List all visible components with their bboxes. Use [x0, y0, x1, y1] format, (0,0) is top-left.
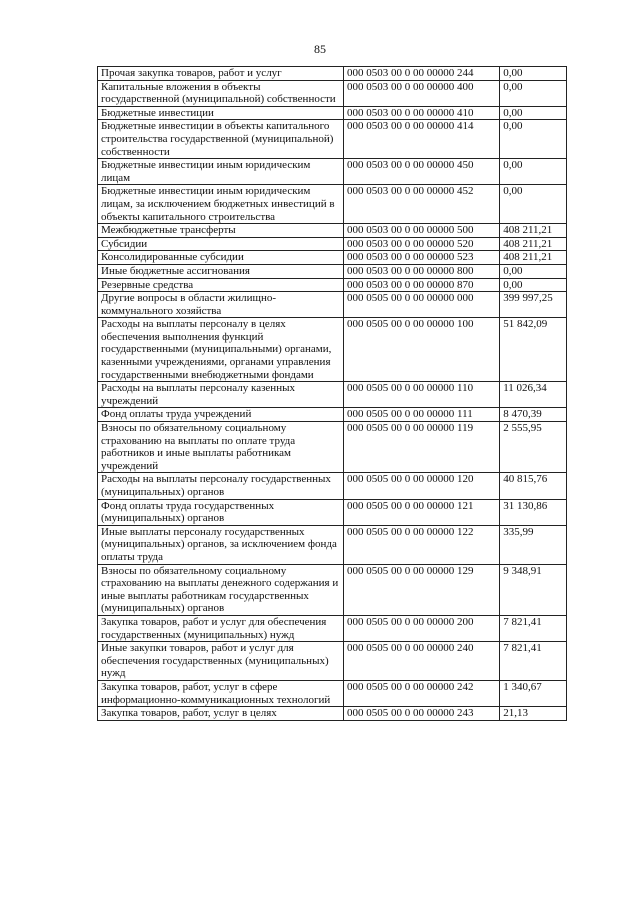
budget-code-cell: 000 0505 00 0 00 00000 122 [344, 525, 500, 564]
budget-code-cell: 000 0505 00 0 00 00000 121 [344, 499, 500, 525]
budget-code-cell: 000 0503 00 0 00 00000 410 [344, 106, 500, 120]
table-row [98, 408, 567, 422]
budget-code-cell: 000 0505 00 0 00 00000 200 [344, 615, 500, 641]
amount-cell: 0,00 [500, 67, 567, 81]
table-row [98, 67, 567, 81]
amount-cell: 408 211,21 [500, 237, 567, 251]
expense-name-cell: Бюджетные инвестиции иным юридическим лицам, за исключением бюджетных инвестиций в объекты капитального строительства [98, 185, 344, 224]
table-row [98, 642, 567, 681]
amount-cell: 0,00 [500, 278, 567, 292]
table-row [98, 615, 567, 641]
expense-name-cell: Иные закупки товаров, работ и услуг для обеспечения государственных (муниципальных) нужд [98, 642, 344, 681]
amount-cell: 0,00 [500, 185, 567, 224]
expense-name-cell: Расходы на выплаты персоналу в целях обеспечения выполнения функций государственными (муниципальными) органами, казенными учреждениями, органами управления государственными внебюджетными фондами [98, 318, 344, 382]
table-row [98, 382, 567, 408]
expense-name-cell: Резервные средства [98, 278, 344, 292]
budget-code-cell: 000 0505 00 0 00 00000 100 [344, 318, 500, 382]
amount-cell: 2 555,95 [500, 422, 567, 473]
amount-cell: 335,99 [500, 525, 567, 564]
amount-cell: 9 348,91 [500, 564, 567, 615]
amount-cell: 408 211,21 [500, 251, 567, 265]
amount-cell: 8 470,39 [500, 408, 567, 422]
table-row [98, 292, 567, 318]
table-row [98, 237, 567, 251]
expense-name-cell: Закупка товаров, работ, услуг в целях [98, 707, 344, 721]
expense-name-cell: Закупка товаров, работ, услуг в сфере информационно-коммуникационных технологий [98, 680, 344, 706]
table-row [98, 106, 567, 120]
expense-name-cell: Другие вопросы в области жилищно-коммунального хозяйства [98, 292, 344, 318]
expense-name-cell: Межбюджетные трансферты [98, 224, 344, 238]
expense-name-cell: Фонд оплаты труда учреждений [98, 408, 344, 422]
amount-cell: 51 842,09 [500, 318, 567, 382]
expense-name-cell: Фонд оплаты труда государственных (муниципальных) органов [98, 499, 344, 525]
table-row [98, 473, 567, 499]
budget-code-cell: 000 0505 00 0 00 00000 110 [344, 382, 500, 408]
budget-code-cell: 000 0503 00 0 00 00000 400 [344, 80, 500, 106]
table-row [98, 499, 567, 525]
budget-code-cell: 000 0503 00 0 00 00000 452 [344, 185, 500, 224]
amount-cell: 0,00 [500, 264, 567, 278]
budget-code-cell: 000 0505 00 0 00 00000 120 [344, 473, 500, 499]
table-row [98, 120, 567, 159]
table-row [98, 264, 567, 278]
expense-name-cell: Бюджетные инвестиции иным юридическим лицам [98, 159, 344, 185]
amount-cell: 40 815,76 [500, 473, 567, 499]
amount-cell: 0,00 [500, 159, 567, 185]
table-row [98, 278, 567, 292]
amount-cell: 31 130,86 [500, 499, 567, 525]
amount-cell: 408 211,21 [500, 224, 567, 238]
expense-name-cell: Закупка товаров, работ и услуг для обеспечения государственных (муниципальных) нужд [98, 615, 344, 641]
budget-code-cell: 000 0505 00 0 00 00000 000 [344, 292, 500, 318]
table-row [98, 422, 567, 473]
amount-cell: 0,00 [500, 106, 567, 120]
budget-code-cell: 000 0503 00 0 00 00000 870 [344, 278, 500, 292]
expense-name-cell: Иные выплаты персоналу государственных (муниципальных) органов, за исключением фонда оплаты труда [98, 525, 344, 564]
table-row [98, 318, 567, 382]
budget-code-cell: 000 0503 00 0 00 00000 450 [344, 159, 500, 185]
budget-code-cell: 000 0505 00 0 00 00000 242 [344, 680, 500, 706]
expense-name-cell: Субсидии [98, 237, 344, 251]
expense-name-cell: Бюджетные инвестиции [98, 106, 344, 120]
budget-code-cell: 000 0503 00 0 00 00000 414 [344, 120, 500, 159]
budget-code-cell: 000 0503 00 0 00 00000 800 [344, 264, 500, 278]
budget-code-cell: 000 0503 00 0 00 00000 520 [344, 237, 500, 251]
amount-cell: 11 026,34 [500, 382, 567, 408]
budget-code-cell: 000 0503 00 0 00 00000 500 [344, 224, 500, 238]
budget-code-cell: 000 0505 00 0 00 00000 240 [344, 642, 500, 681]
expense-name-cell: Взносы по обязательному социальному страхованию на выплаты по оплате труда работников и иные выплаты работникам учреждений [98, 422, 344, 473]
expense-name-cell: Расходы на выплаты персоналу государственных (муниципальных) органов [98, 473, 344, 499]
budget-code-cell: 000 0503 00 0 00 00000 523 [344, 251, 500, 265]
amount-cell: 7 821,41 [500, 615, 567, 641]
table-row [98, 525, 567, 564]
amount-cell: 399 997,25 [500, 292, 567, 318]
expense-name-cell: Бюджетные инвестиции в объекты капитального строительства государственной (муниципальной) собственности [98, 120, 344, 159]
budget-code-cell: 000 0505 00 0 00 00000 111 [344, 408, 500, 422]
budget-code-cell: 000 0505 00 0 00 00000 243 [344, 707, 500, 721]
budget-table [97, 66, 567, 721]
amount-cell: 1 340,67 [500, 680, 567, 706]
expense-name-cell: Прочая закупка товаров, работ и услуг [98, 67, 344, 81]
amount-cell: 0,00 [500, 120, 567, 159]
expense-name-cell: Расходы на выплаты персоналу казенных учреждений [98, 382, 344, 408]
budget-table-body [98, 67, 567, 721]
expense-name-cell: Консолидированные субсидии [98, 251, 344, 265]
budget-code-cell: 000 0505 00 0 00 00000 129 [344, 564, 500, 615]
amount-cell: 0,00 [500, 80, 567, 106]
amount-cell: 21,13 [500, 707, 567, 721]
table-row [98, 707, 567, 721]
table-row [98, 185, 567, 224]
table-row [98, 251, 567, 265]
table-row [98, 680, 567, 706]
table-row [98, 80, 567, 106]
table-row [98, 159, 567, 185]
amount-cell: 7 821,41 [500, 642, 567, 681]
expense-name-cell: Капитальные вложения в объекты государственной (муниципальной) собственности [98, 80, 344, 106]
budget-code-cell: 000 0503 00 0 00 00000 244 [344, 67, 500, 81]
table-row [98, 564, 567, 615]
expense-name-cell: Иные бюджетные ассигнования [98, 264, 344, 278]
expense-name-cell: Взносы по обязательному социальному страхованию на выплаты денежного содержания и иные выплаты работникам государственных (муниципальных) органов [98, 564, 344, 615]
table-row [98, 224, 567, 238]
page-number: 85 [314, 42, 326, 56]
budget-code-cell: 000 0505 00 0 00 00000 119 [344, 422, 500, 473]
